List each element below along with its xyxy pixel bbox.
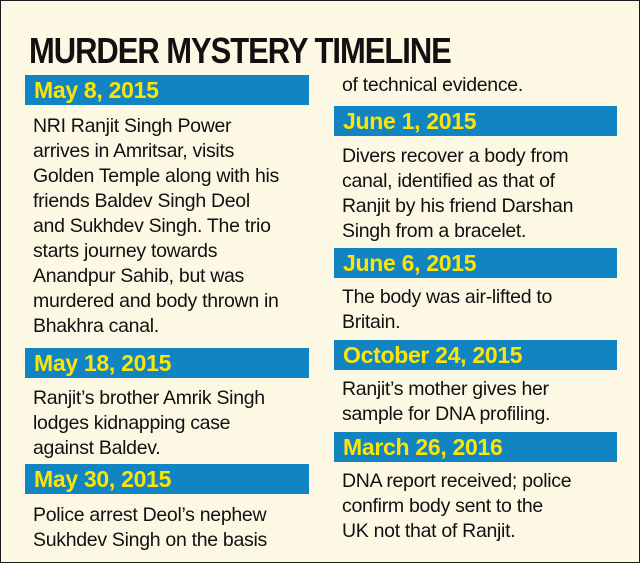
text-line: sample for DNA profiling.: [342, 403, 551, 425]
entry-description: [334, 285, 617, 335]
text-line: lodges kidnapping case: [33, 412, 231, 434]
timeline-entry: [25, 348, 309, 464]
entry-description: [25, 386, 309, 461]
text-line: against Baldev.: [33, 437, 161, 459]
entry-date: June 1, 2015: [334, 106, 617, 136]
text-line: Singh from a bracelet.: [342, 220, 527, 242]
left-column: [25, 75, 309, 553]
entry-description: [334, 469, 617, 544]
timeline-entry: [334, 248, 617, 340]
timeline-entry: [334, 106, 617, 248]
text-line: confirm body sent to the: [342, 495, 543, 517]
entry-date: October 24, 2015: [334, 340, 617, 370]
text-line: Ranjit’s mother gives her: [342, 378, 549, 400]
timeline-entry: [25, 464, 309, 553]
entry-date: May 8, 2015: [25, 75, 309, 105]
continued-text: [334, 73, 617, 106]
entry-date: May 30, 2015: [25, 464, 309, 494]
text-line: Ranjit’s brother Amrik Singh: [33, 387, 265, 409]
entry-description: [25, 114, 309, 339]
text-line: starts journey towards: [33, 240, 218, 262]
text-line: friends Baldev Singh Deol: [33, 190, 250, 212]
entry-date: June 6, 2015: [334, 248, 617, 278]
entry-date: March 26, 2016: [334, 432, 617, 462]
text-line: Bhakhra canal.: [33, 315, 159, 337]
text-line: DNA report received; police: [342, 470, 572, 492]
timeline-entry: [334, 340, 617, 432]
text-line: Britain.: [342, 311, 401, 333]
text-line: UK not that of Ranjit.: [342, 520, 516, 542]
text-line: and Sukhdev Singh. The trio: [33, 215, 271, 237]
entry-date: May 18, 2015: [25, 348, 309, 378]
text-line: canal, identified as that of: [342, 170, 555, 192]
right-column: [334, 75, 617, 544]
text-line: Anandpur Sahib, but was: [33, 265, 244, 287]
timeline-entry: [334, 432, 617, 544]
text-line: Sukhdev Singh on the basis: [33, 529, 267, 551]
page-title: MURDER MYSTERY TIMELINE: [29, 30, 451, 71]
entry-description: [334, 144, 617, 244]
entry-description: [334, 377, 617, 427]
entry-description: [25, 503, 309, 553]
text-line: Police arrest Deol’s nephew: [33, 504, 267, 526]
text-line: arrives in Amritsar, visits: [33, 140, 235, 162]
text-line: NRI Ranjit Singh Power: [33, 115, 232, 137]
text-line: of technical evidence.: [342, 74, 523, 96]
text-line: murdered and body thrown in: [33, 290, 279, 312]
text-line: Ranjit by his friend Darshan: [342, 195, 574, 217]
text-line: Divers recover a body from: [342, 145, 569, 167]
text-line: The body was air-lifted to: [342, 286, 553, 308]
timeline-entry: [25, 75, 309, 348]
text-line: Golden Temple along with his: [33, 165, 279, 187]
